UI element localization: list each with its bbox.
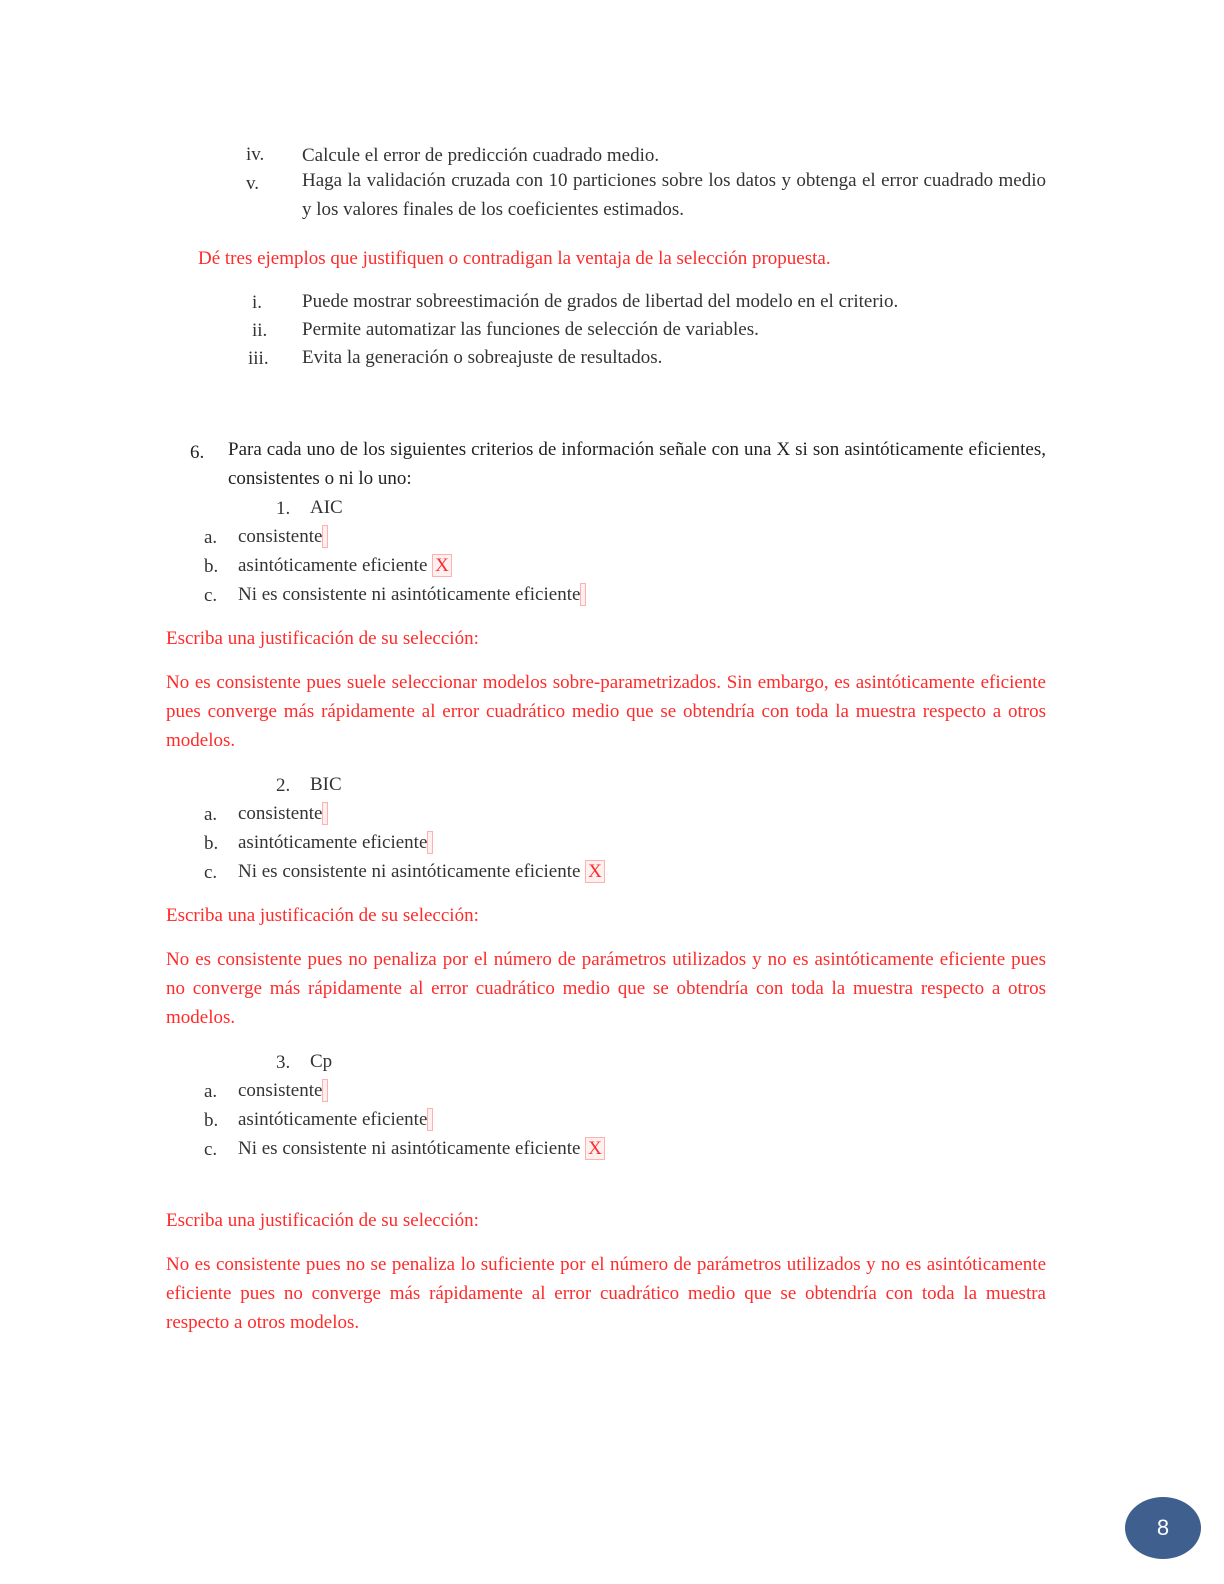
- answer-box[interactable]: X: [432, 554, 452, 577]
- justify-text: No es consistente pues suele seleccionar modelos sobre-parametrizados. Sin embargo, es asintóticamente eficiente pues converge más rápidamente al error cuadrático medio que se obtendría con toda la muestra respecto a otros modelos.: [166, 672, 1046, 751]
- list-item-text: Permite automatizar las funciones de selección de variables.: [302, 319, 759, 340]
- list-item-text: Haga la validación cruzada con 10 particiones sobre los datos y obtenga el error cuadrado medio y los valores finales de los coeficientes estimados.: [302, 170, 1046, 220]
- answer-box[interactable]: [580, 583, 586, 606]
- criterion-marker: 3.: [276, 1052, 291, 1073]
- list-marker: i.: [252, 292, 263, 313]
- question-number: 6.: [190, 442, 205, 463]
- option-text: asintóticamente eficiente: [238, 555, 428, 576]
- justify-label: Escriba una justificación de su selección:: [166, 1210, 479, 1231]
- option-item: [238, 1081, 328, 1100]
- list-marker: v.: [246, 173, 260, 194]
- criterion-marker: 1.: [276, 498, 291, 519]
- option-letter: b.: [204, 1110, 219, 1131]
- answer-box[interactable]: [322, 1079, 328, 1102]
- option-text: consistente: [238, 1080, 323, 1101]
- option-letter: a.: [204, 804, 218, 825]
- answer-box[interactable]: [427, 831, 433, 854]
- option-text: asintóticamente eficiente: [238, 1109, 428, 1130]
- option-letter: a.: [204, 527, 218, 548]
- page-number: 8: [1156, 1515, 1170, 1540]
- question-text: Para cada uno de los siguientes criterios de información señale con una X si son asintóticamente eficientes, consistentes o ni lo uno:: [228, 439, 1046, 489]
- option-item: [238, 862, 605, 881]
- answer-box[interactable]: [322, 802, 328, 825]
- option-item: [238, 527, 328, 546]
- option-text: consistente: [238, 803, 323, 824]
- justify-text: No es consistente pues no penaliza por el número de parámetros utilizados y no es asintóticamente eficiente pues no converge más rápidamente al error cuadrático medio que se obtendría con toda la muestra respecto a otros modelos.: [166, 949, 1046, 1028]
- page-number-badge: [1125, 1497, 1201, 1559]
- list-item-text: Evita la generación o sobreajuste de resultados.: [302, 347, 663, 368]
- option-item: [238, 1139, 605, 1158]
- list-marker: iii.: [248, 348, 269, 369]
- option-letter: c.: [204, 585, 218, 606]
- justify-label: Escriba una justificación de su selección:: [166, 905, 479, 926]
- answer-box[interactable]: [322, 525, 328, 548]
- option-item: [238, 833, 433, 852]
- option-letter: a.: [204, 1081, 218, 1102]
- justify-label: Escriba una justificación de su selección:: [166, 628, 479, 649]
- option-letter: c.: [204, 1139, 218, 1160]
- option-text: Ni es consistente ni asintóticamente eficiente: [238, 1138, 581, 1159]
- list-marker: iv.: [246, 144, 265, 165]
- option-item: [238, 1110, 433, 1129]
- option-text: Ni es consistente ni asintóticamente eficiente: [238, 861, 581, 882]
- option-item: [238, 585, 586, 604]
- option-letter: b.: [204, 556, 219, 577]
- list-marker: ii.: [252, 320, 268, 341]
- list-item-text: Calcule el error de predicción cuadrado medio.: [302, 145, 660, 166]
- criterion-label: Cp: [310, 1051, 333, 1072]
- criterion-label: AIC: [310, 497, 343, 518]
- option-text: consistente: [238, 526, 323, 547]
- option-text: asintóticamente eficiente: [238, 832, 428, 853]
- answer-box[interactable]: X: [585, 860, 605, 883]
- answer-box[interactable]: [427, 1108, 433, 1131]
- option-letter: c.: [204, 862, 218, 883]
- red-prompt: Dé tres ejemplos que justifiquen o contradigan la ventaja de la selección propuesta.: [198, 248, 831, 269]
- answer-box[interactable]: X: [585, 1137, 605, 1160]
- criterion-label: BIC: [310, 774, 342, 795]
- justify-text: No es consistente pues no se penaliza lo suficiente por el número de parámetros utilizados y no es asintóticamente eficiente pues no converge más rápidamente al error cuadrático medio que se obtendría con toda la muestra respecto a otros modelos.: [166, 1254, 1046, 1333]
- option-letter: b.: [204, 833, 219, 854]
- option-text: Ni es consistente ni asintóticamente eficiente: [238, 584, 581, 605]
- criterion-marker: 2.: [276, 775, 291, 796]
- option-item: [238, 556, 452, 575]
- list-item-text: Puede mostrar sobreestimación de grados de libertad del modelo en el criterio.: [302, 291, 899, 312]
- option-item: [238, 804, 328, 823]
